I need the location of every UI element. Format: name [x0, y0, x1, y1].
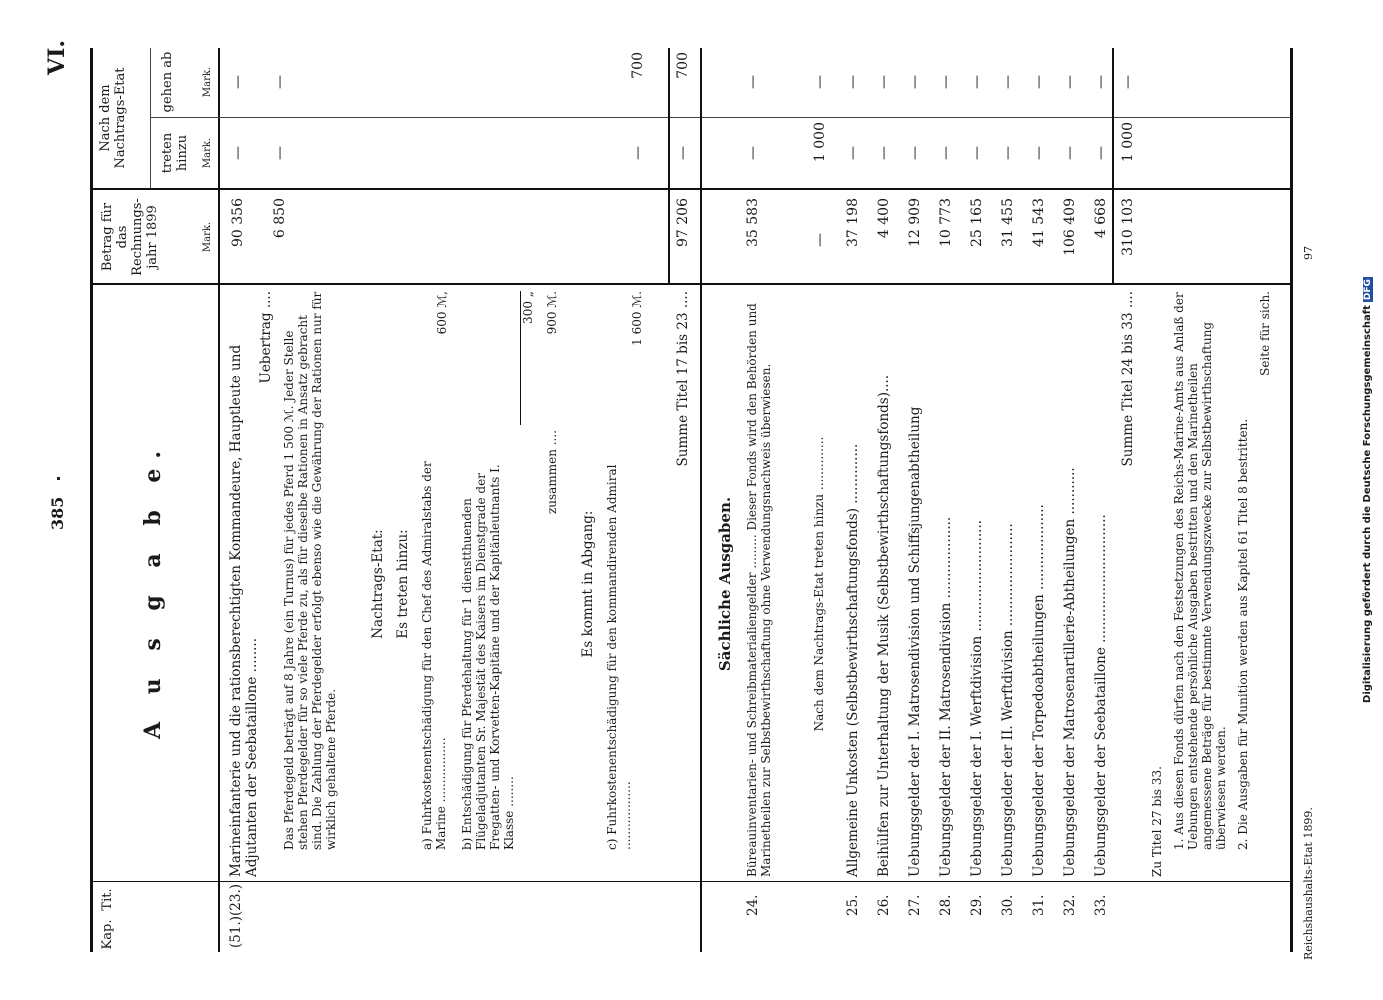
summe-17-23-hinzu: — — [675, 146, 691, 160]
nach-nachtrag-amount: — — [812, 233, 828, 247]
note-1: 1. Aus diesen Fonds dürfen nach den Festsetzungen des Reichs-Marine-Amts aus Anlaß der Uebungen entstehende persönliche Ausgaben bestritten und den Marinetheilen angemessene Beträge für bestimmte Verwendungszwecke zur Selbstbewirthschaftung überwiesen werden. — [1172, 292, 1228, 850]
tit-33-hinzu: — — [1093, 146, 1109, 160]
tit-31-ab: — — [1031, 75, 1047, 89]
tit-33: 33. — [1093, 894, 1109, 916]
header-gehen-ab: gehen ab — [160, 51, 175, 113]
nach-nachtrag-label: Nach dem Nachtrags-Etat treten hinzu .............. — [812, 436, 826, 732]
page-title: A u s g a b e. — [140, 440, 166, 740]
tit-26-hinzu: — — [876, 146, 892, 160]
col-divider-text — [90, 283, 1290, 285]
tit-28-amount: 10 773 — [938, 198, 954, 247]
summe-rule-2 — [1112, 48, 1114, 285]
header-treten-hinzu: treten hinzu — [160, 132, 190, 174]
item-b: b) Entschädigung für Pferdehaltung für 1 dienstthuenden Flügeladjutanten Sr. Majestät des Kaisers im Dienstgrade der Fregatten- und Korvetten-Kapitäne und der Kapitänleutnants I. Klasse ........ — [460, 464, 516, 850]
tit-27: 27. — [907, 894, 923, 916]
note-2: 2. Die Ausgaben für Munition werden aus Kapitel 61 Titel 8 bestritten. — [1236, 418, 1250, 850]
tit-24-hinzu: — — [745, 146, 761, 160]
frame-top-rule — [90, 48, 93, 952]
tit-33-ab: — — [1093, 75, 1109, 89]
item-a: a) Fuhrkostenentschädigung für den Chef des Admiralstabs der Marine ................. — [420, 461, 448, 850]
tit-33-amount: 4 668 — [1093, 198, 1109, 239]
tit-32-ab: — — [1062, 75, 1078, 89]
tit-25-text: Allgemeine Unkosten (Selbstbewirthschaftungsfonds) .............. — [845, 443, 861, 877]
item-c-amount: 1 600 ℳ. — [630, 291, 644, 346]
pferdegeld-hinzu: — — [272, 146, 288, 160]
dfg-badge: DFG — [1363, 279, 1373, 301]
tit-31-text: Uebungsgelder der Torpedoabtheilungen .................... — [1031, 504, 1047, 877]
tit-23: (23.) — [228, 883, 244, 916]
es-treten-hinzu: Es treten hinzu: — [395, 529, 411, 639]
tit-33-text: Uebungsgelder der Seebataillone .............................. — [1093, 514, 1109, 877]
summe-17-23-ab: 700 — [675, 52, 691, 79]
col-divider-kap — [90, 881, 1290, 882]
tit-30: 30. — [1000, 894, 1016, 916]
summe-24-33-amount: 310 103 — [1120, 198, 1136, 256]
zusammen-amount: 900 ℳ. — [545, 291, 559, 335]
tit-32-text: Uebungsgelder der Matrosenartillerie-Abtheilungen ........... — [1062, 467, 1078, 877]
header-tit: Tit. — [100, 888, 115, 911]
tit-29-amount: 25 165 — [969, 198, 985, 247]
tit-30-ab: — — [1000, 75, 1016, 89]
kap-51: (51.) — [228, 915, 244, 948]
footer-page-number: 97 — [1302, 246, 1315, 260]
nach-header-rule — [150, 48, 151, 188]
tit-25-ab: — — [845, 75, 861, 89]
tit-29-ab: — — [969, 75, 985, 89]
tit-32-amount: 106 409 — [1062, 198, 1078, 256]
tit-24-ab: — — [745, 75, 761, 89]
section-divider — [700, 48, 702, 952]
tit-27-hinzu: — — [907, 146, 923, 160]
tit-25-amount: 37 198 — [845, 198, 861, 247]
tit-29-hinzu: — — [969, 146, 985, 160]
header-hinzu-mark: Mark. — [202, 137, 213, 169]
page-number: 385 — [48, 496, 67, 530]
digitization-note — [1362, 20, 1373, 960]
footer-left: Reichshaushalts-Etat 1899. — [1302, 807, 1315, 960]
saechliche-heading: Sächliche Ausgaben. — [716, 496, 734, 672]
item-a-amount: 600 ℳ, — [435, 291, 449, 335]
item-c-hinzu: — — [630, 146, 646, 160]
tit-30-amount: 31 455 — [1000, 198, 1016, 247]
tit-29-text: Uebungsgelder der I. Werftdivision .......................... — [969, 519, 985, 877]
tit-27-ab: — — [907, 75, 923, 89]
nach-nachtrag-ab: — — [812, 75, 828, 89]
summe-24-33-hinzu: 1 000 — [1120, 122, 1136, 163]
tit-28: 28. — [938, 894, 954, 916]
summe-17-23-label: Summe Titel 17 bis 23 .... — [675, 291, 691, 467]
item-c: c) Fuhrkostenentschädigung für den kommandirenden Admiral .................. — [605, 464, 633, 850]
tit-28-text: Uebungsgelder der II. Matrosendivision ................... — [938, 516, 954, 877]
seite-fuer-sich: Seite für sich. — [1258, 291, 1272, 376]
tit-27-text: Uebungsgelder der I. Matrosendivision und Schiffsjungenabtheilung — [907, 406, 923, 877]
tit-24-text: Büreauinventarien- und Schreibmaterialiengelder ......... Dieser Fonds wird den Behörden und Marinetheilen zur Selbstbewirthschaftung ohne Verwendungsnachweis überwiesen. — [745, 303, 773, 877]
tit-32-hinzu: — — [1062, 146, 1078, 160]
frame-bottom-rule — [1290, 48, 1293, 952]
pferdegeld-note: Das Pferdegeld beträgt auf 8 Jahre (ein Turnus) für jedes Pferd 1 500 ℳ. Jeder Stelle stehen Pferdegelder für so viele Pferde zu, als für dieselbe Rationen in Ansatz gebracht sind. Die Zahlung der Pferdegelder erfolgt ebenso wie die Gewährung der Rationen nur für wirklich gehaltene Pferde. — [282, 291, 338, 850]
tit-28-hinzu: — — [938, 146, 954, 160]
tit-25-hinzu: — — [845, 146, 861, 160]
uebertrag-amount: 90 356 — [230, 198, 246, 247]
item-b-amount: 300 „ — [520, 291, 535, 425]
header-kap: Kap. — [100, 919, 115, 950]
tit-26-ab: — — [876, 75, 892, 89]
summe-24-33-ab: — — [1120, 75, 1136, 89]
zusammen-label: zusammen .... — [545, 430, 559, 515]
tit-26-amount: 4 400 — [876, 198, 892, 239]
pferdegeld-amount: 6 850 — [272, 198, 288, 239]
tit-32: 32. — [1062, 894, 1078, 916]
header-betrag-mark: Mark. — [202, 221, 213, 253]
section-number: VI. — [44, 39, 70, 75]
tit-25: 25. — [845, 894, 861, 916]
col-divider-hinzu — [150, 117, 1290, 118]
summe-17-23-amount: 97 206 — [675, 198, 691, 247]
page-dot — [57, 477, 60, 480]
tit-26-text: Beihülfen zur Unterhaltung der Musik (Selbstbewirthschaftungsfonds).... — [876, 374, 892, 877]
header-nach: Nach dem Nachtrags-Etat — [98, 67, 128, 169]
row-23-text: Marineinfanterie und die rationsberechtigten Kommandeure, Hauptleute und Adjutanten der Seebataillone ........ — [228, 344, 260, 877]
zu-titel-label: Zu Titel 27 bis 33. — [1150, 766, 1164, 877]
tit-31: 31. — [1031, 894, 1047, 916]
col-divider-betrag — [90, 188, 1290, 190]
tit-28-ab: — — [938, 75, 954, 89]
pferdegeld-ab: — — [272, 75, 288, 89]
header-bottom-rule — [218, 48, 220, 952]
header-betrag: Betrag für das Rechnungs- jahr 1899 — [100, 198, 160, 276]
tit-26: 26. — [876, 894, 892, 916]
summe-rule-1 — [668, 48, 670, 285]
tit-27-amount: 12 909 — [907, 198, 923, 247]
nach-nachtrag-hinzu: 1 000 — [812, 122, 828, 163]
item-c-ab: 700 — [630, 52, 646, 79]
tit-29: 29. — [969, 894, 985, 916]
tit-30-hinzu: — — [1000, 146, 1016, 160]
tit-31-hinzu: — — [1031, 146, 1047, 160]
uebertrag-label: Uebertrag .... — [258, 291, 274, 384]
summe-24-33-label: Summe Titel 24 bis 33 .... — [1120, 291, 1136, 467]
uebertrag-ab: — — [230, 75, 246, 89]
tit-31-amount: 41 543 — [1031, 198, 1047, 247]
es-kommt-in-abgang: Es kommt in Abgang: — [580, 510, 596, 658]
digitization-note-text: Digitalisierung gefördert durch die Deutsche Forschungsgemeinschaft — [1362, 305, 1373, 703]
tit-24-amount: 35 583 — [745, 198, 761, 247]
nachtrag-title: Nachtrags-Etat: — [370, 529, 386, 639]
tit-24: 24. — [745, 894, 761, 916]
header-ab-mark: Mark. — [202, 66, 213, 98]
tit-30-text: Uebungsgelder der II. Werftdivision ........................ — [1000, 523, 1016, 877]
uebertrag-hinzu: — — [230, 146, 246, 160]
